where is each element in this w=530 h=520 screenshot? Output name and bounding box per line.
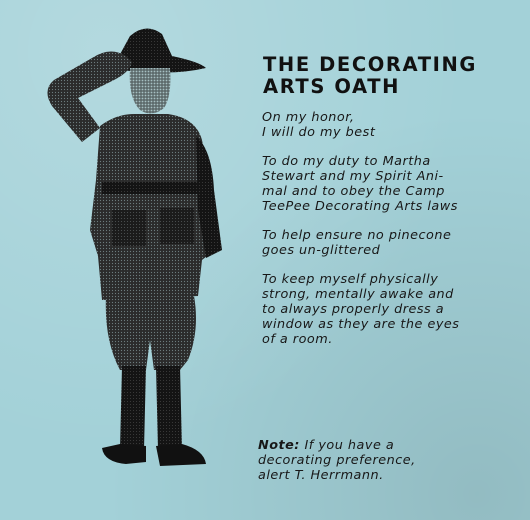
- oath-title: [263, 54, 518, 98]
- note-block: [258, 438, 508, 483]
- text-line: to always properly dress a: [262, 302, 445, 317]
- note-text: If you have a: [299, 438, 395, 453]
- note-line-2: decorating preference,: [258, 453, 416, 468]
- text-line: strong, mentally awake and: [262, 287, 454, 302]
- note-label: Note:: [258, 438, 300, 453]
- text-line: To help ensure no pinecone: [262, 228, 452, 243]
- oath-paragraph-honor: [262, 110, 512, 140]
- title-line-1: THE DECORATING: [263, 53, 478, 76]
- text-line: window as they are the eyes: [262, 317, 460, 332]
- oath-paragraph-pinecone: [262, 228, 512, 258]
- text-line: To do my duty to Martha: [262, 154, 431, 169]
- text-line: I will do my best: [262, 125, 376, 140]
- title-line-2: ARTS OATH: [263, 75, 401, 98]
- text-line: goes un-glittered: [262, 243, 381, 258]
- text-line: To keep myself physically: [262, 272, 439, 287]
- oath-body: [262, 110, 512, 361]
- oath-paragraph-duty: [262, 154, 512, 214]
- note-line-3: alert T. Herrmann.: [258, 468, 384, 483]
- text-line: Stewart and my Spirit Ani-: [262, 169, 444, 184]
- scout-illustration: [30, 10, 260, 510]
- oath-paragraph-strong: [262, 272, 512, 347]
- text-line: TeePee Decorating Arts laws: [262, 199, 458, 214]
- text-line: mal and to obey the Camp: [262, 184, 445, 199]
- text-line: of a room.: [262, 332, 333, 347]
- text-line: On my honor,: [262, 110, 355, 125]
- note-line-1: [258, 438, 508, 453]
- saluting-scout-photo: [30, 10, 260, 510]
